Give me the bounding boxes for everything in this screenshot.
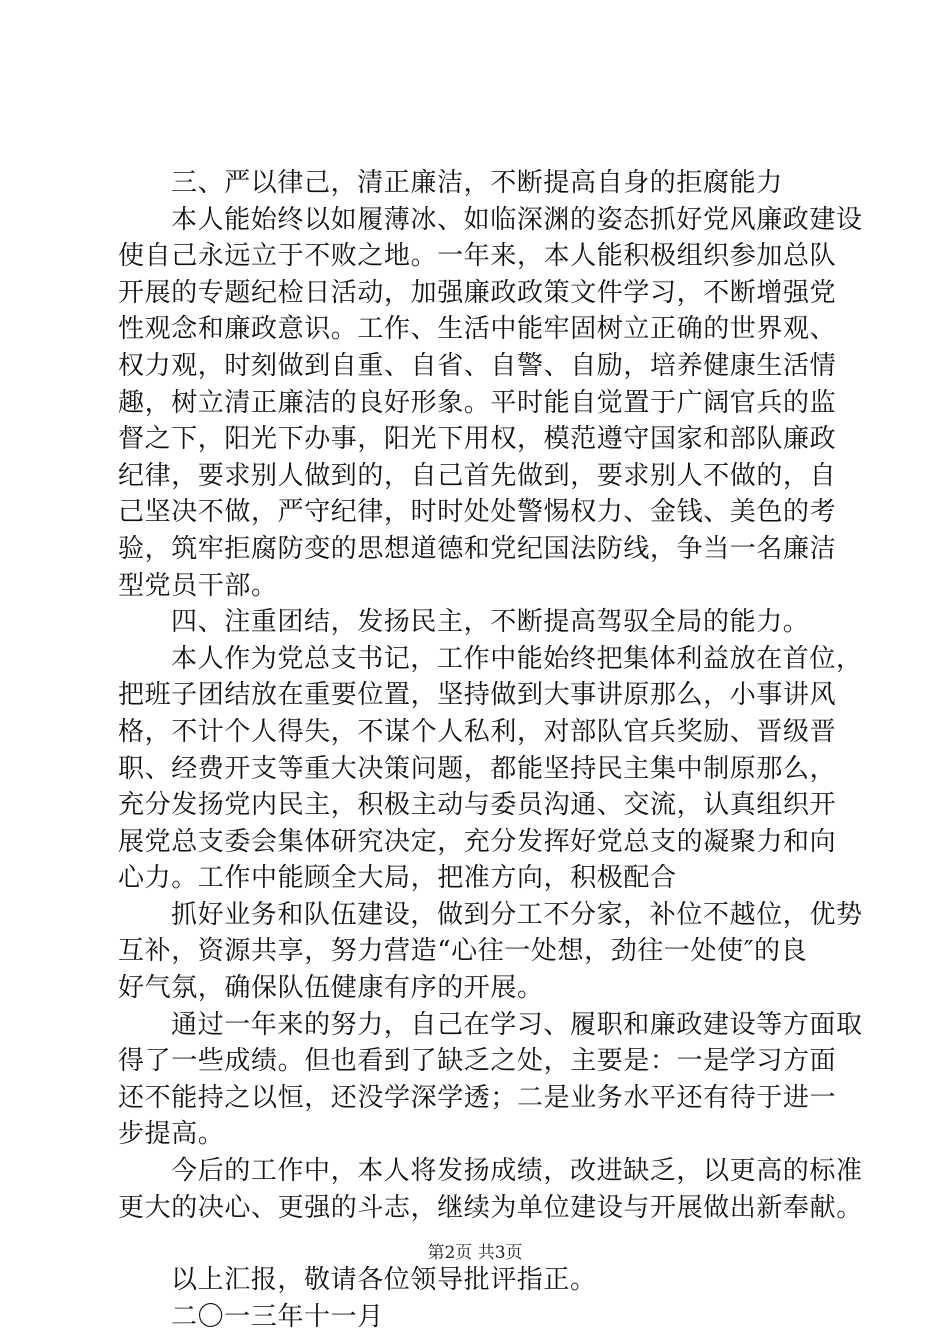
paragraph-line: 使自己永远立于不败之地。一年来，本人能积极组织参加总队 [118,241,837,272]
paragraph-line: 抓好业务和队伍建设，做到分工不分家，补位不越位，优势 [171,899,863,930]
paragraph-line: 通过一年来的努力，自己在学习、履职和廉政建设等方面取 [171,1009,863,1040]
paragraph-line: 型党员干部。 [118,570,278,601]
paragraph-line: 充分发扬党内民主，积极主动与委员沟通、交流，认真组织开 [118,790,837,821]
paragraph-line: 格，不计个人得失，不谋个人私利，对部队官兵奖励、晋级晋 [118,716,837,747]
paragraph-line: 展党总支委会集体研究决定，充分发挥好党总支的凝聚力和向 [118,826,837,857]
section-heading: 四、注重团结，发扬民主，不断提高驾驭全局的能力。 [171,607,810,638]
paragraph-line: 己坚决不做，严守纪律，时时处处警惕权力、金钱、美色的考 [118,497,837,528]
paragraph-line: 互补，资源共享，努力营造“心往一处想，劲往一处使″的良 [118,936,808,967]
paragraph-line: 性观念和廉政意识。工作、生活中能牢固树立正确的世界观、 [118,314,837,345]
paragraph-line: 职、经费开支等重大决策问题，都能坚持民主集中制原那么， [118,753,837,784]
paragraph-line: 趣，树立清正廉洁的良好形象。平时能自觉置于广阔官兵的监 [118,387,837,418]
paragraph-line: 好气氛，确保队伍健康有序的开展。 [118,973,544,1004]
paragraph-line: 开展的专题纪检日活动，加强廉政政策文件学习，不断增强党 [118,277,837,308]
paragraph-line: 把班子团结放在重要位置，坚持做到大事讲原那么，小事讲风 [118,680,837,711]
paragraph-line: 本人能始终以如履薄冰、如临深渊的姿态抓好党风廉政建设 [171,204,863,235]
document-body [118,165,863,1335]
paragraph-line: 权力观，时刻做到自重、自省、自警、自励，培养健康生活情 [118,350,837,381]
page-number-footer: 第2页 共3页 [427,1243,523,1263]
paragraph-line: 心力。工作中能顾全大局，把准方向，积极配合 [118,863,677,894]
paragraph-line: 验，筑牢拒腐防变的思想道德和党纪国法防线，争当一名廉洁 [118,533,837,564]
section-heading: 三、严以律己，清正廉洁，不断提高自身的拒腐能力 [171,168,783,198]
paragraph-line: 纪律，要求别人做到的，自己首先做到，要求别人不做的，自 [118,460,837,491]
date-line: 二〇一三年十一月 [171,1301,384,1332]
paragraph-line: 督之下，阳光下办事，阳光下用权，模范遵守国家和部队廉政 [118,424,837,455]
closing-line: 以上汇报，敬请各位领导批评指正。 [171,1265,597,1296]
paragraph-line: 还不能持之以恒，还没学深学透；二是业务水平还有待于进一 [118,1082,837,1113]
paragraph-line: 今后的工作中，本人将发扬成绩，改进缺乏，以更高的标准 [171,1156,863,1187]
paragraph-line: 步提高。 [118,1119,225,1150]
paragraph-line: 更大的决心、更强的斗志，继续为单位建设与开展做出新奉献。 [118,1192,863,1223]
paragraph-line: 得了一些成绩。但也看到了缺乏之处，主要是：一是学习方面 [118,1046,837,1077]
paragraph-line: 本人作为党总支书记，工作中能始终把集体利益放在首位， [171,643,863,674]
